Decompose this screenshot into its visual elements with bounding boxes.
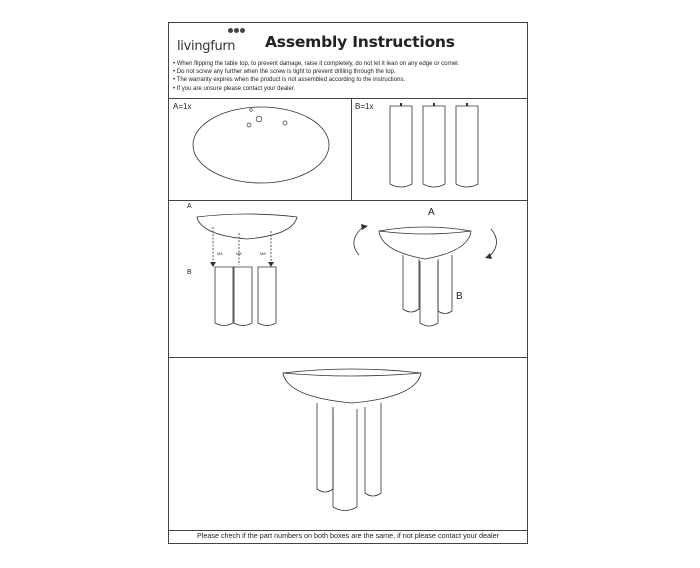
step1-a-label: A	[187, 203, 192, 210]
screw-label: M8	[217, 251, 223, 256]
note-item: • The warranty expires when the product is not assembled according to the instructions.	[173, 77, 406, 84]
divider	[351, 99, 352, 201]
footer-note: Please chech if the part numbers on both boxes are the same, if not please contact your dealer	[196, 531, 500, 540]
divider	[169, 98, 527, 99]
logo-dots	[228, 28, 245, 33]
brand-logo: livingfurn	[177, 39, 236, 54]
note-item: • Do not screw any further when the screw is tight to prevent drilling through the top.	[173, 69, 396, 76]
assembled-table	[277, 369, 427, 519]
step2-b-label: B	[456, 291, 463, 302]
warning-notes	[173, 60, 527, 93]
legs-parts	[387, 103, 487, 193]
screw-label: M8	[260, 251, 266, 256]
note-item: • When flipping the table top, to prevent damage, raise it completely, do not let it lean on any edge or corner.	[173, 61, 460, 67]
step2-flip-diagram	[341, 219, 521, 329]
part-a-label: A=1x	[173, 102, 192, 111]
step1-diagram	[195, 213, 300, 329]
instruction-sheet	[168, 22, 528, 544]
page-title: Assembly Instructions	[265, 33, 455, 51]
divider	[169, 357, 527, 358]
screw-label: M8	[236, 251, 242, 256]
header	[169, 23, 527, 98]
step2-a-label: A	[428, 207, 435, 218]
step1-b-label: B	[187, 269, 192, 276]
note-item: • If you are unsure please contact your dealer.	[173, 85, 296, 92]
divider	[169, 200, 527, 201]
part-b-label: B=1x	[355, 102, 374, 111]
tabletop-top-view	[191, 105, 331, 185]
